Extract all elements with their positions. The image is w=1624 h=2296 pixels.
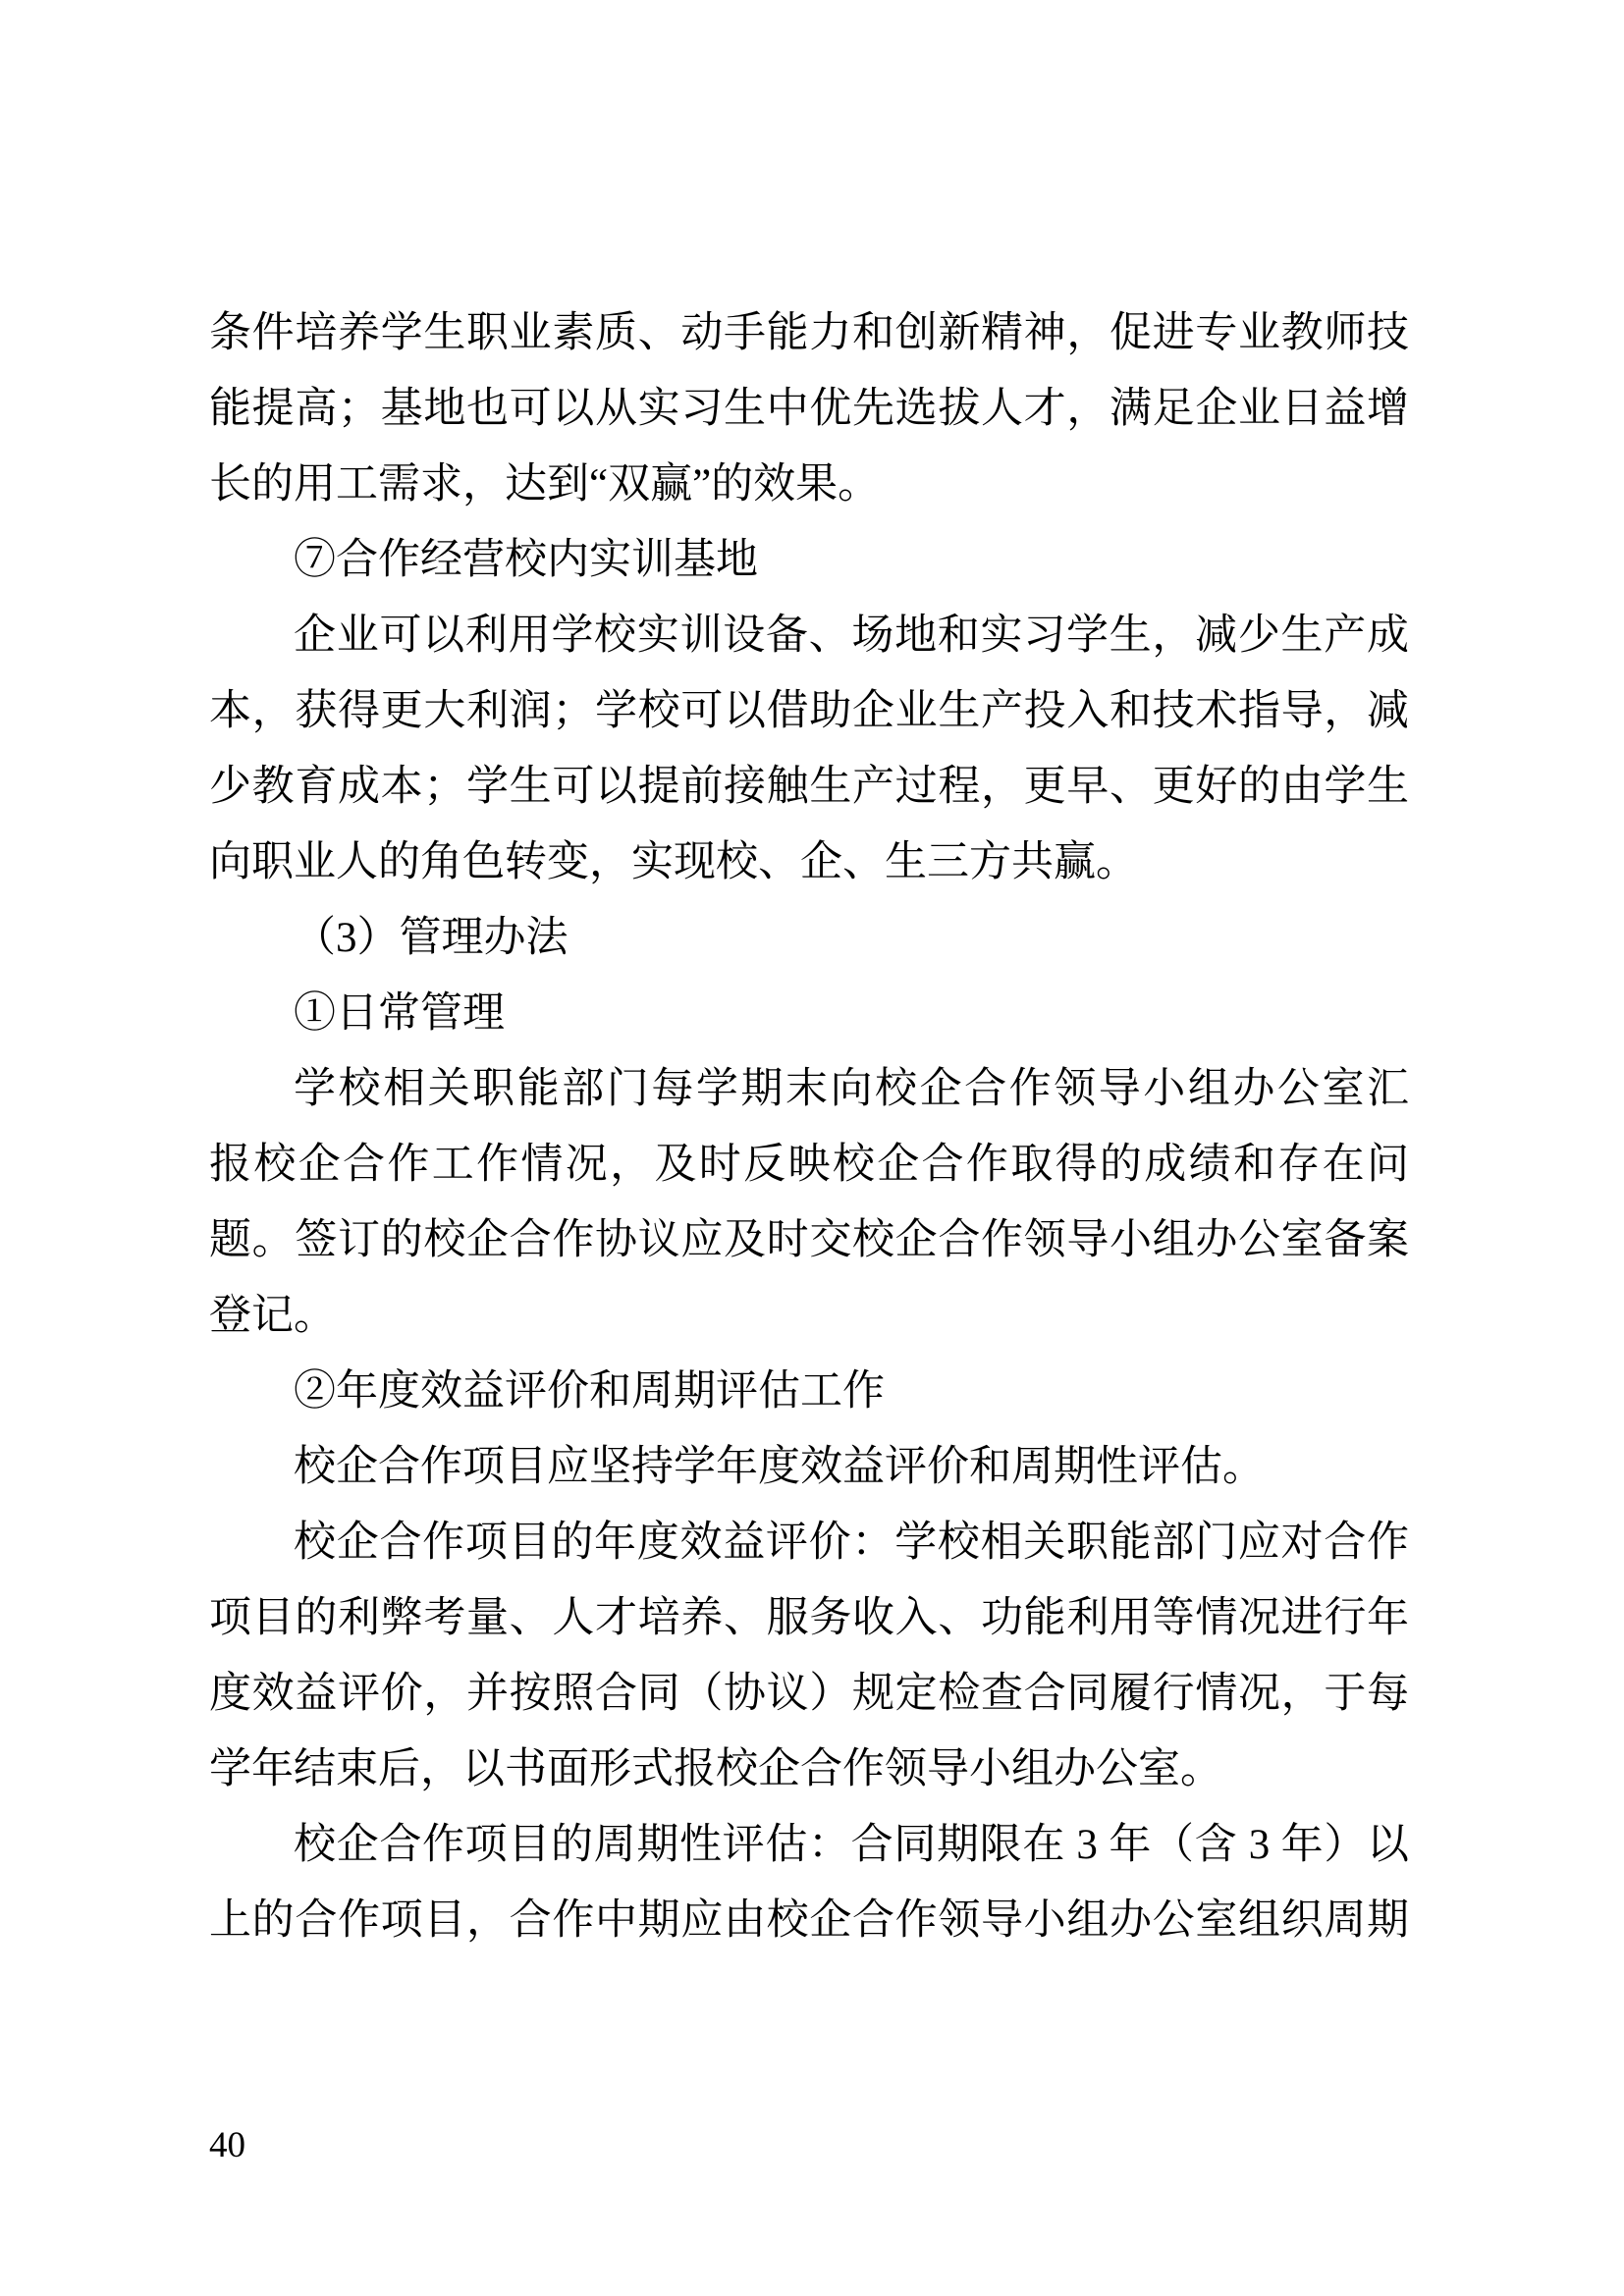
text-line: 报校企合作工作情况，及时反映校企合作取得的成绩和存在问: [209, 1142, 1409, 1188]
text-line: 上的合作项目，合作中期应由校企合作领导小组办公室组织周期: [209, 1897, 1409, 1944]
text-line: 度效益评价，并按照合同（协议）规定检查合同履行情况，于每: [209, 1671, 1409, 1717]
text-body: [209, 295, 1409, 1958]
text-line: 长的用工需求，达到“双赢”的效果。: [209, 461, 881, 507]
text-line: 题。签订的校企合作协议应及时交校企合作领导小组办公室备案: [209, 1217, 1409, 1263]
text-line: ②年度效益评价和周期评估工作: [294, 1368, 885, 1415]
text-line: 少教育成本；学生可以提前接触生产过程，更早、更好的由学生: [209, 764, 1409, 810]
text-line: 企业可以利用学校实训设备、场地和实习学生，减少生产成: [294, 613, 1409, 659]
text-line: 能提高；基地也可以从实习生中优先选拔人才，满足企业日益增: [209, 386, 1409, 432]
text-line: ①日常管理: [294, 990, 505, 1037]
text-line: 校企合作项目的年度效益评价：学校相关职能部门应对合作: [294, 1520, 1409, 1566]
text-line: 登记。: [209, 1293, 336, 1339]
text-line: ⑦合作经营校内实训基地: [294, 537, 758, 583]
text-line: 向职业人的角色转变，实现校、企、生三方共赢。: [209, 839, 1138, 885]
text-line: 学校相关职能部门每学期末向校企合作领导小组办公室汇: [294, 1066, 1409, 1112]
text-line: 条件培养学生职业素质、动手能力和创新精神，促进专业教师技: [209, 310, 1409, 356]
text-line: 校企合作项目的周期性评估：合同期限在 3 年（含 3 年）以: [294, 1822, 1409, 1868]
text-line: 本，获得更大利润；学校可以借助企业生产投入和技术指导，减: [209, 688, 1409, 734]
text-line: 项目的利弊考量、人才培养、服务收入、功能利用等情况进行年: [209, 1595, 1409, 1641]
page-number: 40: [209, 2125, 245, 2165]
text-line: （3）管理办法: [294, 915, 568, 961]
text-line: 学年结束后，以书面形式报校企合作领导小组办公室。: [209, 1746, 1222, 1792]
text-line: 校企合作项目应坚持学年度效益评价和周期性评估。: [294, 1444, 1265, 1490]
